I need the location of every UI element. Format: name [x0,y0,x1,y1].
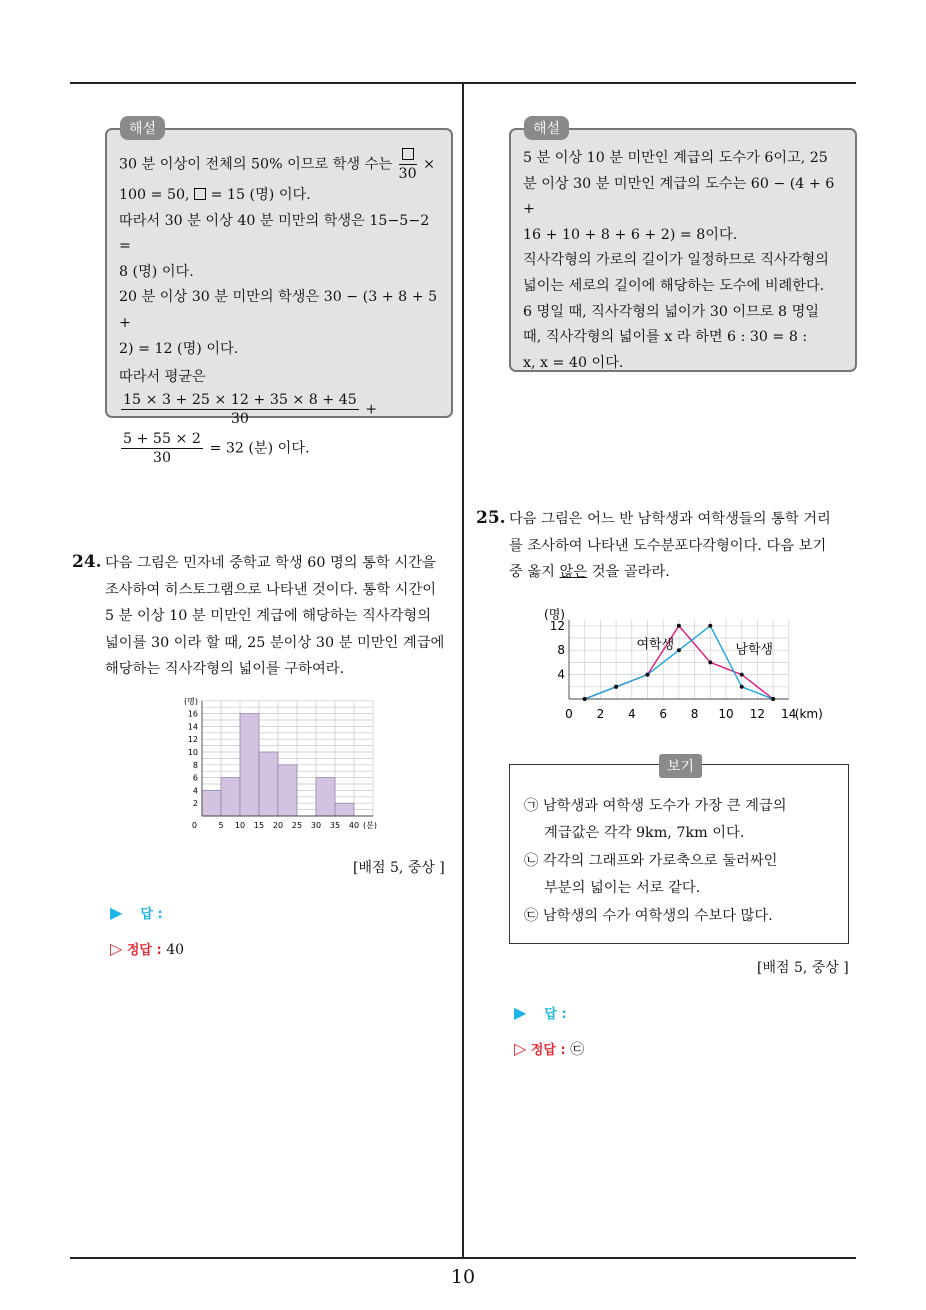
histogram-bar [335,803,354,816]
x-tick-label: 12 [749,707,766,721]
sol-l8b: = 32 (분) 이다. [209,440,310,457]
answer-row-24 [110,903,163,922]
view-mark-1: ㉠ [524,798,539,814]
sol-frac-1: 30 [399,146,417,183]
solution-tag-left: 해설 [120,116,165,140]
view-item-1-line-2: 계급값은 각각 9km, 7km 이다. [544,825,745,841]
sol-r-l5: 넓이는 세로의 길이에 해당하는 도수에 비례한다. [523,277,825,294]
y-tick-label: 12 [549,618,565,633]
sol-frac-2: $\frac{15 \times 3 + 25 \times 12 + 35 \times 8 + 45}{30}$ [123,391,357,427]
y-axis-label: (명) [184,696,198,706]
histogram-chart [175,692,395,838]
data-point [708,660,712,664]
play-solid-icon: ▶ [514,1003,527,1022]
frequency-polygon-chart [530,600,830,726]
view-item-2-line-1: 각각의 그래프와 가로축으로 둘러싸인 [542,853,778,869]
sol-r-l3: 16 + 10 + 8 + 6 + 2) = 8이다. [523,226,738,243]
sol-l2: 100 = 50, [119,187,190,203]
histogram-bar [259,752,278,816]
sol-l2b: = 15 (명) 이다. [210,187,311,203]
solution-box-right [509,128,857,372]
x-tick-label: 40 [348,821,360,830]
correct-label: 정답 : [530,1043,566,1058]
y-tick-label: 8 [557,643,565,658]
solution-text-left [119,146,445,467]
q25-line-2: 를 조사하여 나타낸 도수분포다각형이다. 다음 보기 [509,537,827,554]
view-item-1-line-1: 남학생과 여학생 도수가 가장 큰 계급의 [542,798,787,814]
answer-row-25 [514,1003,567,1022]
view-item-1 [524,793,787,847]
histogram-bar [240,714,259,816]
y-tick-label: 14 [187,722,198,732]
answer-label: 답 : [544,1007,567,1022]
q25-line-3a: 중 옳지 [509,564,560,580]
y-tick-label: 16 [187,709,198,719]
histogram-bar [316,778,335,816]
x-tick-label: 8 [690,707,699,721]
data-point [583,697,587,701]
sol-r-l6: 6 명일 때, 직사각형의 넓이가 30 이므로 8 명일 [523,303,819,320]
histogram-bar [278,765,297,816]
view-item-3 [524,903,773,930]
sol-r-l2: 분 이상 30 분 미만인 계급의 도수는 60 − (4 + 6 + [523,175,835,218]
correct-row-24 [110,939,184,958]
play-outline-icon: ▷ [514,1039,527,1058]
data-point [740,673,744,677]
x-tick-label: 30 [310,821,322,830]
question-24-number: 24. [72,552,102,572]
sol-l7a: 따라서 평균은 [119,369,206,386]
q24-line: 5 분 이상 10 분 미만인 계급에 해당하는 직사각형의 [105,608,432,624]
sol-l1b: × [423,156,436,173]
data-point [740,685,744,689]
x-tick-label: 4 [627,707,636,721]
correct-label: 정답 : [126,943,162,958]
data-point [614,685,618,689]
q25-line-3b: 것을 골라라. [587,564,670,580]
solution-text-right [523,146,849,376]
q25-line-1: 다음 그림은 어느 반 남학생과 여학생들의 통학 거리 [509,511,831,527]
view-mark-2: ㉡ [524,853,539,869]
view-mark-3: ㉢ [524,908,539,924]
sol-frac-3: $\frac{5 + 55 \times 2}{30}$ [123,430,201,466]
solution-box-left [105,128,453,466]
column-divider [462,83,464,1258]
series-label: 남학생 [735,642,774,658]
sol-l7b: + [365,401,378,418]
sol-r-l7: 때, 직사각형의 넓이를 x 라 하면 6 : 30 = 8 : [523,329,808,346]
sol-r-l4: 직사각형의 가로의 길이가 일정하므로 직사각형의 [523,252,829,269]
x-tick-label: 2 [596,707,605,721]
sol-r-l8: x, x = 40 이다. [523,354,624,371]
sol-r-l1: 5 분 이상 10 분 미만인 계급의 도수가 6이고, 25 [523,150,828,166]
x-axis-label: (km) [794,707,823,721]
x-tick-label: 10 [234,821,246,830]
y-tick-label: 12 [187,735,198,745]
view-item-2-line-2: 부분의 넓이는 서로 같다. [544,880,701,896]
question-25-score: [배점 5, 중상 ] [757,960,849,976]
view-item-3-line-1: 남학생의 수가 여학생의 수보다 많다. [542,908,773,924]
histogram-bar [202,790,221,816]
q24-line: 해당하는 직사각형의 넓이를 구하여라. [105,661,345,677]
data-point [646,673,650,677]
histogram-bar [221,778,240,816]
series-label: 여학생 [636,637,675,653]
sol-l5: 20 분 이상 30 분 미만의 학생은 30 − (3 + 8 + 5 + [119,289,438,331]
x-tick-label: 5 [218,821,224,830]
q25-underlined-word: 않은 [559,564,588,580]
x-axis-label: (분) [363,821,377,830]
page-number: 10 [450,1266,476,1288]
solution-tag-right: 해설 [524,116,569,140]
y-tick-label: 6 [192,773,198,783]
x-tick-label: 15 [253,821,265,830]
q24-line: 넓이를 30 이라 할 때, 25 분이상 30 분 미만인 계급에 [105,634,445,651]
x-tick-label: 0 [191,821,197,830]
x-tick-label: 10 [718,707,734,721]
play-outline-icon: ▷ [110,939,123,958]
x-tick-label: 35 [329,821,341,830]
data-point [771,697,775,701]
correct-value: ㉢ [570,1042,585,1058]
correct-value: 40 [166,942,185,958]
y-tick-label: 4 [192,786,198,796]
data-point [677,624,681,628]
y-tick-label: 4 [557,667,565,682]
question-25-number: 25. [476,508,506,528]
view-tag: 보기 [659,754,702,778]
sol-l4: 8 (명) 이다. [119,263,194,280]
x-tick-label: 25 [291,821,303,830]
y-tick-label: 10 [187,748,198,757]
sol-l3: 따라서 30 분 이상 40 분 미만의 학생은 15−5−2 = [119,212,430,255]
x-tick-label: 14 [781,707,797,721]
y-tick-label: 2 [192,799,198,809]
x-tick-label: 20 [272,821,284,830]
question-24-score: [배점 5, 중상 ] [353,860,445,876]
data-point [677,648,681,652]
x-tick-label: 0 [565,707,573,721]
q24-line: 조사하여 히스토그램으로 나타낸 것이다. 통학 시간이 [105,581,437,598]
view-item-2 [524,848,777,902]
y-tick-label: 8 [192,760,198,770]
answer-label: 답 : [140,907,163,922]
sol-l1a: 30 분 이상이 전체의 50% 이므로 학생 수는 [119,156,393,173]
question-24-text [105,550,455,683]
correct-row-25 [514,1039,584,1059]
play-solid-icon: ▶ [110,903,123,922]
sol-l6: 2) = 12 (명) 이다. [119,340,239,357]
question-25-text [509,506,859,586]
data-point [708,624,712,628]
bottom-rule [70,1257,856,1259]
x-tick-label: 6 [659,707,668,721]
q24-line: 다음 그림은 민자네 중학교 학생 60 명의 통학 시간을 [105,555,436,571]
y-axis-label: (명) [544,607,565,622]
